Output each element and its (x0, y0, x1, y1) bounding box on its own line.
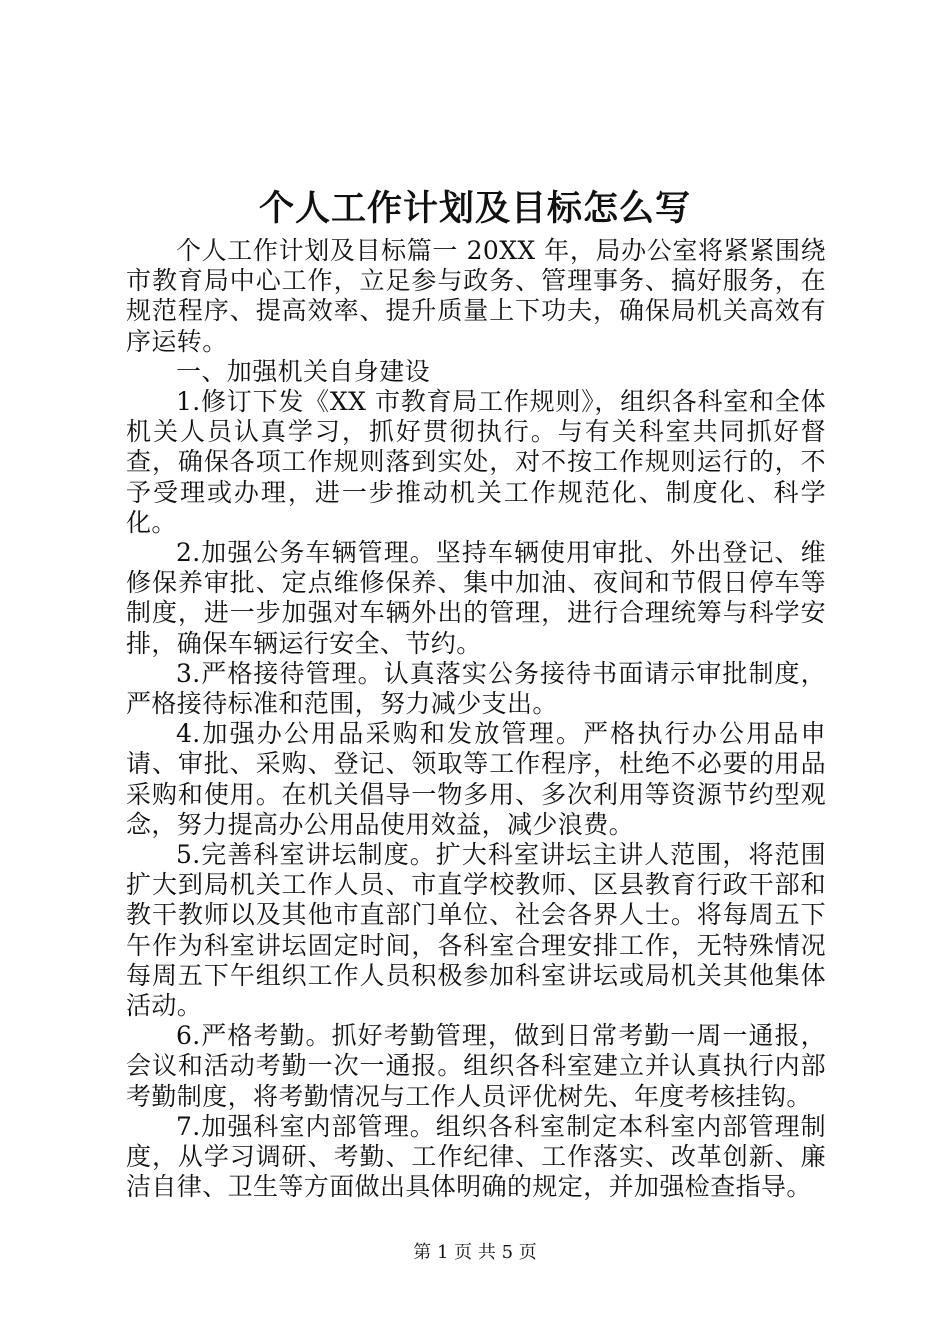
document-body (126, 236, 826, 1203)
paragraph-item-4: 4.加强办公用品采购和发放管理。严格执行办公用品申请、审批、采购、登记、领取等工作程序，杜绝不必要的用品采购和使用。在机关倡导一物多用、多次利用等资源节约型观念，努力提高办公用品使用效益，减少浪费。 (126, 719, 826, 839)
section-heading: 一、加强机关自身建设 (176, 356, 431, 386)
paragraph-item-6: 6.严格考勤。抓好考勤管理，做到日常考勤一周一通报，会议和活动考勤一次一通报。组织各科室建立并认真执行内部考勤制度，将考勤情况与工作人员评优树先、年度考核挂钩。 (126, 1021, 826, 1111)
paragraph-item-3: 3.严格接待管理。认真落实公务接待书面请示审批制度，严格接待标准和范围，努力减少支出。 (126, 658, 826, 719)
document-title: 个人工作计划及目标怎么写 (258, 188, 691, 229)
paragraph-item-7: 7.加强科室内部管理。组织各科室制定本科室内部管理制度，从学习调研、考勤、工作纪律、工作落实、改革创新、廉洁自律、卫生等方面做出具体明确的规定，并加强检查指导。 (126, 1111, 826, 1202)
paragraph-item-1: 1.修订下发《XX 市教育局工作规则》，组织各科室和全体机关人员认真学习，抓好贯彻执行。与有关科室共同抓好督查，确保各项工作规则落到实处，对不按工作规则运行的，不予受理或办理，进一步推动机关工作规范化、制度化、科学化。 (126, 387, 826, 537)
paragraph-item-5: 5.完善科室讲坛制度。扩大科室讲坛主讲人范围，将范围扩大到局机关工作人员、市直学校教师、区县教育行政干部和教干教师以及其他市直部门单位、社会各界人士。将每周五下午作为科室讲坛固定时间，各科室合理安排工作，无特殊情况每周五下午组织工作人员积极参加科室讲坛或局机关其他集体活动。 (126, 840, 826, 1021)
page-footer: 第 1 页 共 5 页 (413, 1242, 537, 1263)
paragraph-item-2: 2.加强公务车辆管理。坚持车辆使用审批、外出登记、维修保养审批、定点维修保养、集中加油、夜间和节假日停车等制度，进一步加强对车辆外出的管理，进行合理统筹与科学安排，确保车辆运行安全、节约。 (126, 538, 826, 658)
paragraph-intro: 个人工作计划及目标篇一 20XX 年，局办公室将紧紧围绕市教育局中心工作，立足参与政务、管理事务、搞好服务，在规范程序、提高效率、提升质量上下功夫，确保局机关高效有序运转。 (126, 236, 826, 356)
